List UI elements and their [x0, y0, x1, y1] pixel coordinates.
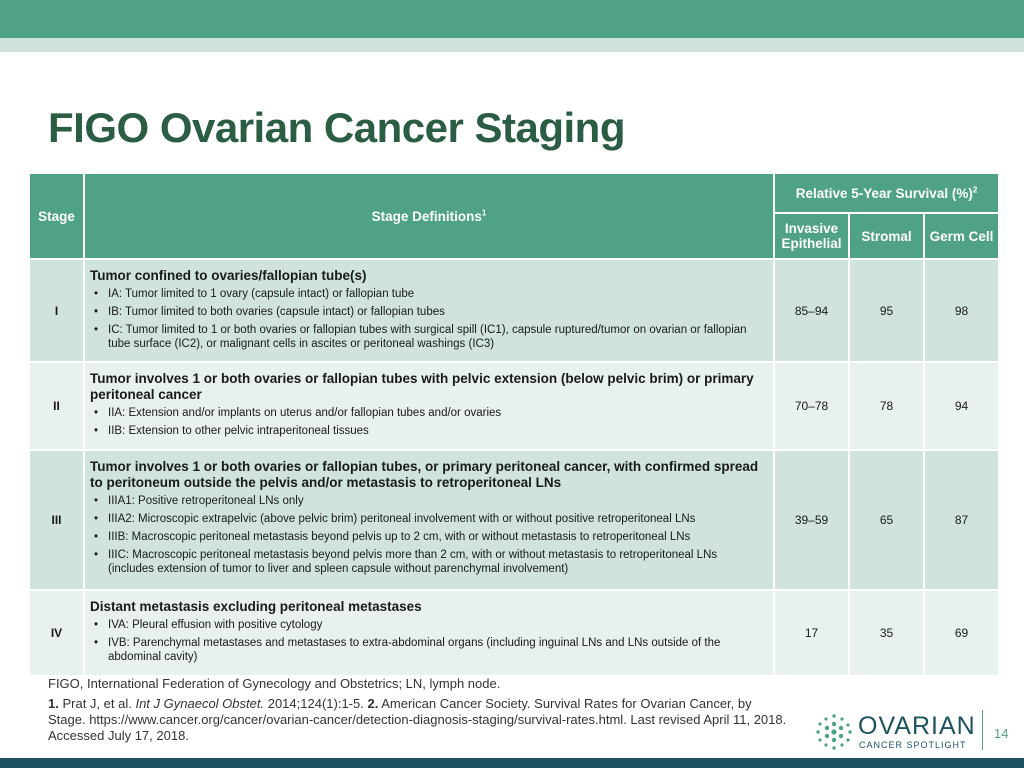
header-row-top	[29, 173, 999, 213]
germ-cell-value: 87	[924, 450, 999, 590]
stage-cell: III	[29, 450, 84, 590]
slide-title: FIGO Ovarian Cancer Staging	[48, 104, 625, 151]
substage-item: • IIIA2: Microscopic extrapelvic (above pelvic brim) peritoneal involvement with or without positive retroperitoneal LNs	[90, 512, 763, 526]
bottom-band	[0, 758, 1024, 768]
substage-item: • IVA: Pleural effusion with positive cytology	[90, 618, 763, 632]
stage-header: Stage	[29, 173, 84, 259]
substage-item: • IA: Tumor limited to 1 ovary (capsule intact) or fallopian tube	[90, 287, 763, 301]
top-band	[0, 0, 1024, 38]
definition-heading: Tumor involves 1 or both ovaries or fallopian tubes, or primary peritoneal cancer, with confirmed spread to peritoneum outside the pelvis and/or metastasis to retroperitoneal LNs	[90, 459, 759, 490]
substage-list	[90, 287, 763, 351]
stage-cell: II	[29, 362, 84, 450]
invasive-epithelial-value: 39–59	[774, 450, 849, 590]
logo-tagline: CANCER SPOTLIGHT	[859, 740, 967, 750]
table-row	[29, 259, 999, 362]
top-band-accent	[0, 38, 1024, 52]
substage-list	[90, 494, 763, 576]
substage-item: • IVB: Parenchymal metastases and metastases to extra-abdominal organs (including inguinal LNs and LNs outside of the abdominal cavity)	[90, 636, 763, 664]
substage-item: • IIB: Extension to other pelvic intraperitoneal tissues	[90, 424, 763, 438]
definition-cell	[84, 259, 774, 362]
stromal-value: 65	[849, 450, 924, 590]
stromal-value: 95	[849, 259, 924, 362]
stromal-value: 35	[849, 590, 924, 676]
ovarian-cancer-spotlight-logo	[814, 712, 974, 752]
table-row	[29, 590, 999, 676]
definitions-header: Stage Definitions$^1$	[84, 173, 774, 259]
invasive-epithelial-value: 70–78	[774, 362, 849, 450]
definition-heading: Distant metastasis excluding peritoneal metastases	[90, 599, 422, 614]
germ-cell-header: Germ Cell	[924, 213, 999, 259]
definition-cell	[84, 450, 774, 590]
stromal-value: 78	[849, 362, 924, 450]
dots-burst-icon	[814, 712, 854, 752]
substage-item: • IIIA1: Positive retroperitoneal LNs only	[90, 494, 763, 508]
substage-list	[90, 406, 763, 438]
substage-item: • IIIC: Macroscopic peritoneal metastasis beyond pelvis more than 2 cm, with or without metastasis to retroperitoneal LNs (includes extension of tumor to liver and spleen capsule without parenchymal involvement)	[90, 548, 763, 576]
substage-list	[90, 618, 763, 664]
substage-item: • IC: Tumor limited to 1 or both ovaries or fallopian tubes with surgical spill (IC1), capsule ruptured/tumor on ovarian or fallopian tube surface (IC2), or malignant cells in ascites or peritoneal washings (IC3)	[90, 323, 763, 351]
definition-heading: Tumor confined to ovaries/fallopian tube(s)	[90, 268, 367, 283]
references: 1. Prat J, et al. Int J Gynaecol Obstet. 2014;124(1):1-5. 2. American Cancer Society. Survival Rates for Ovarian Cancer, by Stage. https://www.cancer.org/cancer/ovarian-cancer/detection-diagnosis-staging/survival-rates.html. Last revised April 11, 2018. Accessed July 17, 2018.	[48, 696, 787, 743]
germ-cell-value: 69	[924, 590, 999, 676]
definition-heading: Tumor involves 1 or both ovaries or fallopian tubes with pelvic extension (below pelvic brim) or primary peritoneal cancer	[90, 371, 754, 402]
logo-wordmark: OVARIAN	[858, 712, 976, 740]
definition-cell	[84, 590, 774, 676]
table-row	[29, 450, 999, 590]
invasive-epithelial-value: 85–94	[774, 259, 849, 362]
survival-header: Relative 5-Year Survival (%)$^2$	[774, 173, 999, 213]
substage-item: • IB: Tumor limited to both ovaries (capsule intact) or fallopian tubes	[90, 305, 763, 319]
germ-cell-value: 94	[924, 362, 999, 450]
invasive-epithelial-header: Invasive Epithelial	[774, 213, 849, 259]
abbreviation-footnote: FIGO, International Federation of Gynecology and Obstetrics; LN, lymph node.	[48, 676, 501, 691]
definition-cell	[84, 362, 774, 450]
germ-cell-value: 98	[924, 259, 999, 362]
page-number: 14	[994, 726, 1009, 741]
substage-item: • IIIB: Macroscopic peritoneal metastasis beyond pelvis up to 2 cm, with or without metastasis to retroperitoneal LNs	[90, 530, 763, 544]
stage-cell: IV	[29, 590, 84, 676]
staging-table	[28, 172, 1000, 677]
table-row	[29, 362, 999, 450]
invasive-epithelial-value: 17	[774, 590, 849, 676]
logo-divider	[982, 710, 983, 750]
substage-item: • IIA: Extension and/or implants on uterus and/or fallopian tubes and/or ovaries	[90, 406, 763, 420]
stage-cell: I	[29, 259, 84, 362]
stromal-header: Stromal	[849, 213, 924, 259]
